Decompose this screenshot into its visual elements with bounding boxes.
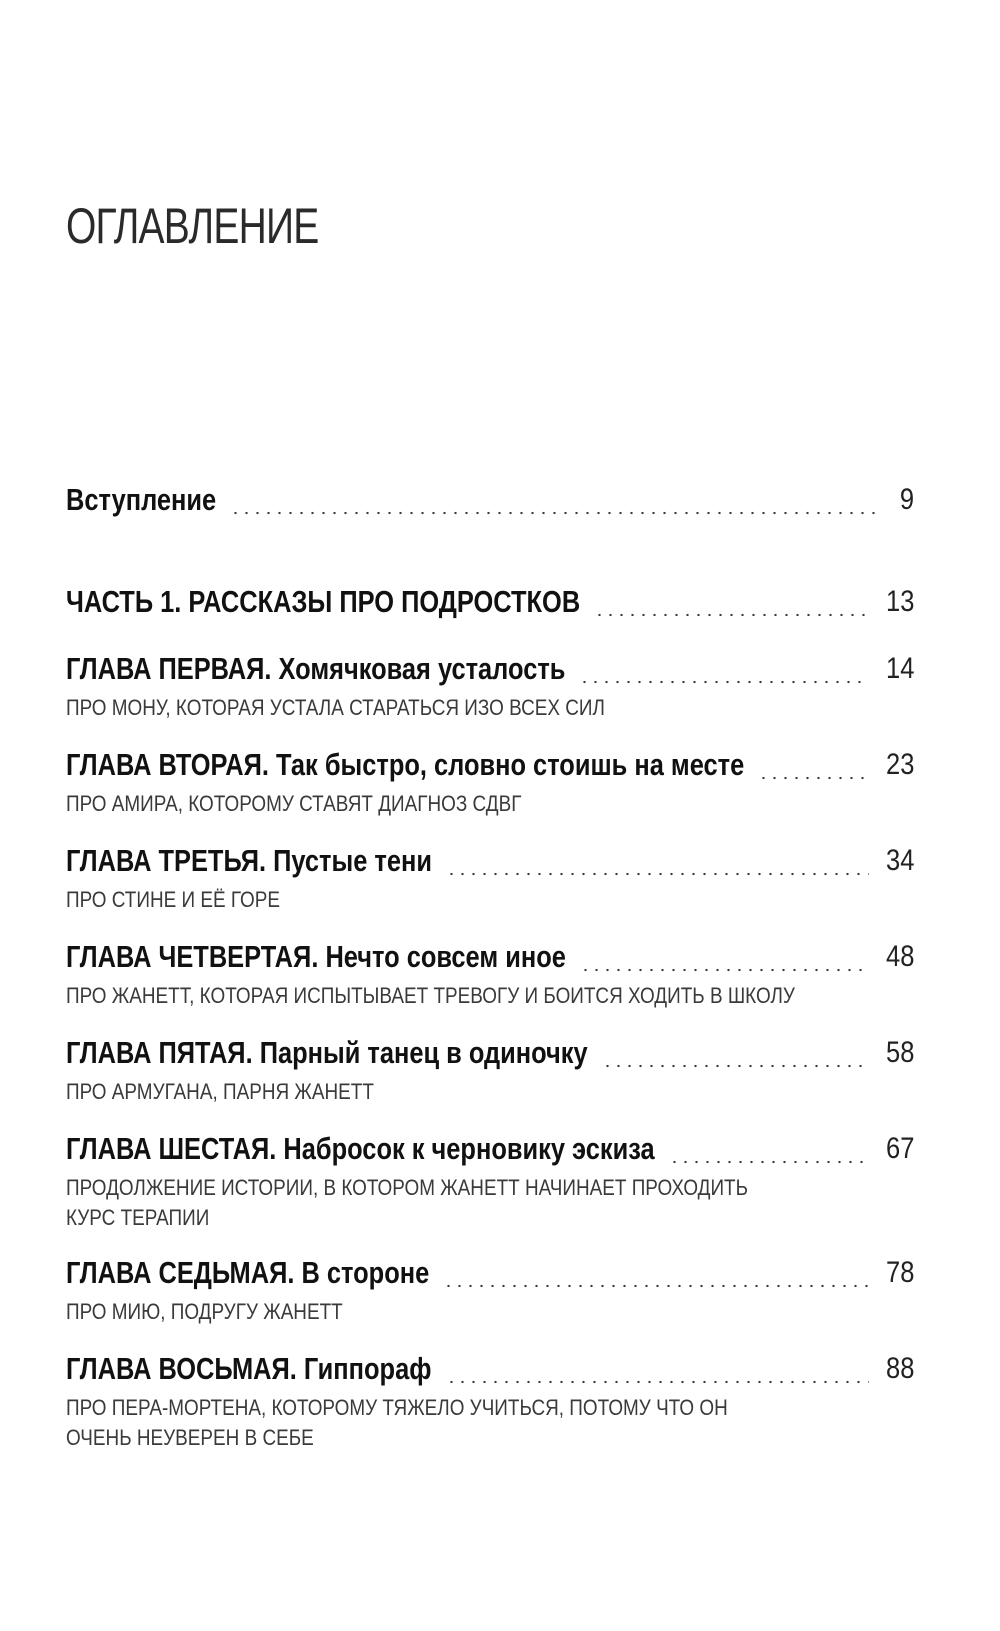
dot-leader	[669, 1129, 869, 1169]
toc-entry-line	[66, 1253, 914, 1293]
toc-entry-subtitle: КУРС ТЕРАПИИ	[66, 1205, 210, 1230]
toc-entry-title: ГЛАВА СЕДЬМАЯ. В стороне	[66, 1255, 430, 1290]
toc-entry-subtitle: ПРО ПЕРА-МОРТЕНА, КОТОРОМУ ТЯЖЕЛО УЧИТЬСЯ, ПОТОМУ ЧТО ОН	[66, 1395, 728, 1420]
toc-entry-line	[66, 649, 914, 689]
toc-entry-line	[66, 841, 914, 881]
toc-entry-subtitle: ПРО СТИНЕ И ЕЁ ГОРЕ	[66, 887, 281, 912]
toc-entry-chapter-6[interactable]	[66, 1129, 914, 1233]
toc-entry-introduction[interactable]	[66, 480, 914, 520]
toc-entry-line	[66, 1349, 914, 1389]
toc-entry-title: ГЛАВА ПЕРВАЯ. Хомячковая усталость	[66, 651, 566, 686]
toc-entry-subtitle: ПРО ЖАНЕТТ, КОТОРАЯ ИСПЫТЫВАЕТ ТРЕВОГУ И БОИТСЯ ХОДИТЬ В ШКОЛУ	[66, 983, 795, 1008]
toc-entry-line	[66, 582, 914, 622]
toc-entry-title: ГЛАВА ВОСЬМАЯ. Гиппораф	[66, 1351, 432, 1386]
toc-entry-chapter-1[interactable]	[66, 649, 914, 723]
toc-entry-chapter-5[interactable]	[66, 1033, 914, 1107]
toc-page-number: 23	[885, 748, 914, 781]
toc-page-number: 78	[885, 1256, 914, 1289]
toc-entry-title: ГЛАВА ЧЕТВЕРТАЯ. Нечто совсем иное	[66, 939, 566, 974]
toc-entry-subtitle: ПРОДОЛЖЕНИЕ ИСТОРИИ, В КОТОРОМ ЖАНЕТТ НАЧИНАЕТ ПРОХОДИТЬ	[66, 1175, 749, 1200]
dot-leader	[580, 937, 868, 977]
toc-entry-line	[66, 745, 914, 785]
toc-entry-subtitle: ПРО АРМУГАНА, ПАРНЯ ЖАНЕТТ	[66, 1079, 374, 1104]
dot-leader	[758, 745, 869, 785]
toc-page-number: 9	[899, 483, 914, 516]
toc-entry-line	[66, 480, 914, 520]
dot-leader	[446, 1349, 869, 1389]
toc-entry-title: ГЛАВА ШЕСТАЯ. Набросок к черновику эскиза	[66, 1131, 655, 1166]
toc-page-number: 88	[885, 1352, 914, 1385]
toc-entry-subtitle: ПРО АМИРА, КОТОРОМУ СТАВЯТ ДИАГНОЗ СДВГ	[66, 791, 522, 816]
page-title: ОГЛАВЛЕНИЕ	[66, 198, 319, 254]
toc-entry-subtitle: ПРО МОНУ, КОТОРАЯ УСТАЛА СТАРАТЬСЯ ИЗО ВСЕХ СИЛ	[66, 695, 605, 720]
toc-entry-line	[66, 1033, 914, 1073]
toc-entry-subtitle: ОЧЕНЬ НЕУВЕРЕН В СЕБЕ	[66, 1425, 314, 1450]
dot-leader	[446, 841, 869, 881]
dot-leader	[579, 649, 868, 689]
dot-leader	[443, 1253, 868, 1293]
dot-leader	[594, 582, 869, 622]
toc-page-number: 67	[885, 1132, 914, 1165]
toc-entry-line	[66, 1129, 914, 1169]
dot-leader	[602, 1033, 869, 1073]
toc-entry-title: ГЛАВА ПЯТАЯ. Парный танец в одиночку	[66, 1035, 588, 1070]
toc-entry-chapter-2[interactable]	[66, 745, 914, 819]
toc-page-number: 34	[885, 844, 914, 877]
toc-entry-chapter-7[interactable]	[66, 1253, 914, 1327]
toc-page-number: 48	[885, 940, 914, 973]
toc-entry-subtitle: ПРО МИЮ, ПОДРУГУ ЖАНЕТТ	[66, 1299, 343, 1324]
toc-page-number: 14	[885, 652, 914, 685]
toc-entry-title: ЧАСТЬ 1. РАССКАЗЫ ПРО ПОДРОСТКОВ	[66, 584, 581, 619]
toc-entry-chapter-8[interactable]	[66, 1349, 914, 1453]
toc-entry-part-1[interactable]	[66, 582, 914, 622]
toc-page-number: 13	[885, 585, 914, 618]
toc-entry-title: ГЛАВА ВТОРАЯ. Так быстро, словно стоишь на месте	[66, 747, 745, 782]
toc-entry-chapter-3[interactable]	[66, 841, 914, 915]
toc-page-number: 58	[885, 1036, 914, 1069]
toc-entry-title: Вступление	[66, 482, 217, 517]
dot-leader	[230, 480, 878, 520]
toc-entry-chapter-4[interactable]	[66, 937, 914, 1011]
toc-entry-line	[66, 937, 914, 977]
toc-entry-title: ГЛАВА ТРЕТЬЯ. Пустые тени	[66, 843, 432, 878]
